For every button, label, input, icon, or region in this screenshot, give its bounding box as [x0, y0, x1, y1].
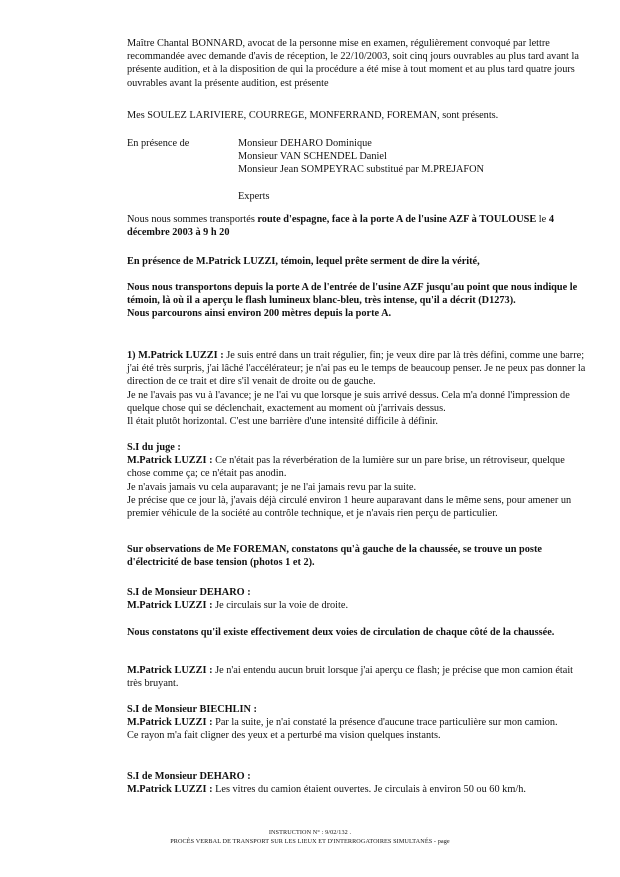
answer-2-body: Ce n'était pas la réverbération de la lumière sur un pare brise, un rétroviseur, quelque chose comme ça; ce n'était pas anodin.: [127, 455, 565, 480]
answer-4-body: Je n'ai entendu aucun bruit lorsque j'ai aperçu ce flash; je précise que mon camion était très bruyant.: [127, 665, 574, 690]
lawyers-text: Mes SOULEZ LARIVIERE, COURREGE, MONFERRAND, FOREMAN, sont présents.: [127, 110, 499, 121]
answer-6-text: [127, 783, 589, 796]
footer-title: PROCÈS VERBAL DE TRANSPORT SUR LES LIEUX ET D'INTERROGATOIRES SIMULTANÉS - page: [170, 837, 450, 845]
question-deharo-2: S.I de Monsieur DEHARO :: [127, 771, 251, 782]
answer-5-body: Par la suite, je n'ai constaté la présence d'aucune trace particulière sur mon camion.: [212, 717, 558, 729]
answer-6-body: Les vitres du camion étaient ouvertes. Je circulais à environ 50 ou 60 km/h.: [212, 784, 526, 796]
answer-1-line-2: Je ne l'avais pas vu à l'avance; je ne l'ai vu que lorsque je suis arrivé dessus. Cela m'a donné l'impression de quelque chose qui se déclenchait, exactement au moment où j'arrivais dessus.: [127, 389, 570, 414]
answer-3-speaker: M.Patrick LUZZI :: [127, 600, 213, 612]
witness-text: En présence de M.Patrick LUZZI, témoin, lequel prête serment de dire la vérité,: [127, 256, 480, 267]
answer-6: [127, 770, 589, 796]
presence-names: [238, 137, 484, 203]
answer-1-line-3: Il était plutôt horizontal. C'est une barrière d'une intensité difficile à définir.: [127, 416, 438, 428]
answer-2-text: [127, 454, 589, 480]
presence-name-2: Monsieur VAN SCHENDEL Daniel: [238, 151, 387, 163]
transport-text: [127, 213, 589, 239]
answer-3-body: Je circulais sur la voie de droite.: [212, 600, 349, 612]
presence-name-3: Monsieur Jean SOMPEYRAC substitué par M.PREJAFON: [238, 164, 484, 176]
answer-3-text: [127, 599, 589, 612]
transport-date: 4 décembre 2003 à 9 h 20: [127, 214, 554, 239]
question-judge: S.I du juge :: [127, 442, 181, 453]
transport-witness-text: Nous nous transportons depuis la porte A de l'entrée de l'usine AZF jusqu'au point que nous indique le témoin, là où il a aperçu le flash lumineux blanc-bleu, très intense, qu'il a décrit (D1273).: [127, 282, 578, 307]
answer-5-line-2: Ce rayon m'a fait cligner des yeux et a perturbé ma vision quelques instants.: [127, 730, 441, 742]
answer-3: [127, 586, 589, 612]
constat-voies-text: Nous constatons qu'il existe effectivement deux voies de circulation de chaque côté de la chaussée.: [127, 627, 555, 638]
experts-label: Experts: [238, 190, 270, 202]
answer-2: [127, 441, 589, 520]
page-footer: [0, 829, 620, 846]
observation-foreman: [127, 543, 589, 569]
lawyers-line: [127, 109, 589, 122]
presence-section: [127, 137, 589, 202]
answer-1-text: [127, 349, 589, 389]
answer-6-speaker: M.Patrick LUZZI :: [127, 784, 213, 796]
question-deharo-1: S.I de Monsieur DEHARO :: [127, 587, 251, 598]
presence-name-1: Monsieur DEHARO Dominique: [238, 138, 372, 149]
transport-plain: Nous nous sommes transportés: [127, 214, 258, 225]
distance-text: Nous parcourons ainsi environ 200 mètres depuis la porte A.: [127, 308, 392, 320]
answer-5: [127, 703, 589, 743]
answer-5-speaker: M.Patrick LUZZI :: [127, 717, 213, 729]
question-biechlin: S.I de Monsieur BIECHLIN :: [127, 704, 257, 715]
intro-text: Maître Chantal BONNARD, avocat de la personne mise en examen, régulièrement convoqué par lettre recommandée avec demande d'avis de réception, le 22/10/2003, soit cinq jours ouvrables au plus tard avant la présente audition, et à la disposition de qui la procédure a été mise à tout moment et au plus tard quatre jours ouvrables avant la présente audition, est présente: [127, 38, 579, 89]
answer-1-speaker: 1) M.Patrick LUZZI :: [127, 350, 224, 361]
transport-plain-2: le: [536, 214, 549, 225]
observation-foreman-text: Sur observations de Me FOREMAN, constatons qu'à gauche de la chaussée, se trouve un poste d'électricité de base tension (photos 1 et 2).: [127, 544, 542, 569]
intro-paragraph: [127, 37, 589, 90]
presence-label: En présence de: [127, 138, 190, 149]
answer-4-text: [127, 664, 589, 690]
footer-instruction: INSTRUCTION N° : 9/02/132 .: [268, 829, 352, 836]
answer-4-speaker: M.Patrick LUZZI :: [127, 665, 213, 676]
transport-location: route d'espagne, face à la porte A de l'usine AZF à TOULOUSE: [257, 214, 537, 225]
answer-2-line-3: Je précise que ce jour là, j'avais déjà circulé environ 1 heure auparavant dans le même sens, pour amener un premier véhicule de la société au contrôle technique, et je n'avais rien perçu de particulier.: [127, 494, 572, 520]
answer-2-line-2: Je n'avais jamais vu cela auparavant; je ne l'ai jamais revu par la suite.: [127, 481, 417, 493]
answer-2-speaker: M.Patrick LUZZI :: [127, 455, 213, 467]
witness-line: [127, 255, 589, 268]
transport-paragraph: [127, 213, 589, 239]
answer-1-body: Je suis entré dans un trait régulier, fin; je veux dire par là très défini, comme une barre; j'ai été très surpris, j'ai lâché l'accélérateur; je n'ai pas eu le temps de beaucoup penser. Je ne peux pas donner la direction de ce trait et dire s'il venait de droite ou de gauche.: [127, 350, 586, 388]
answer-1: [127, 349, 589, 428]
answer-5-text: [127, 716, 589, 729]
transport-witness-paragraph: [127, 281, 589, 321]
answer-4: [127, 664, 589, 690]
constat-voies: [127, 626, 589, 639]
